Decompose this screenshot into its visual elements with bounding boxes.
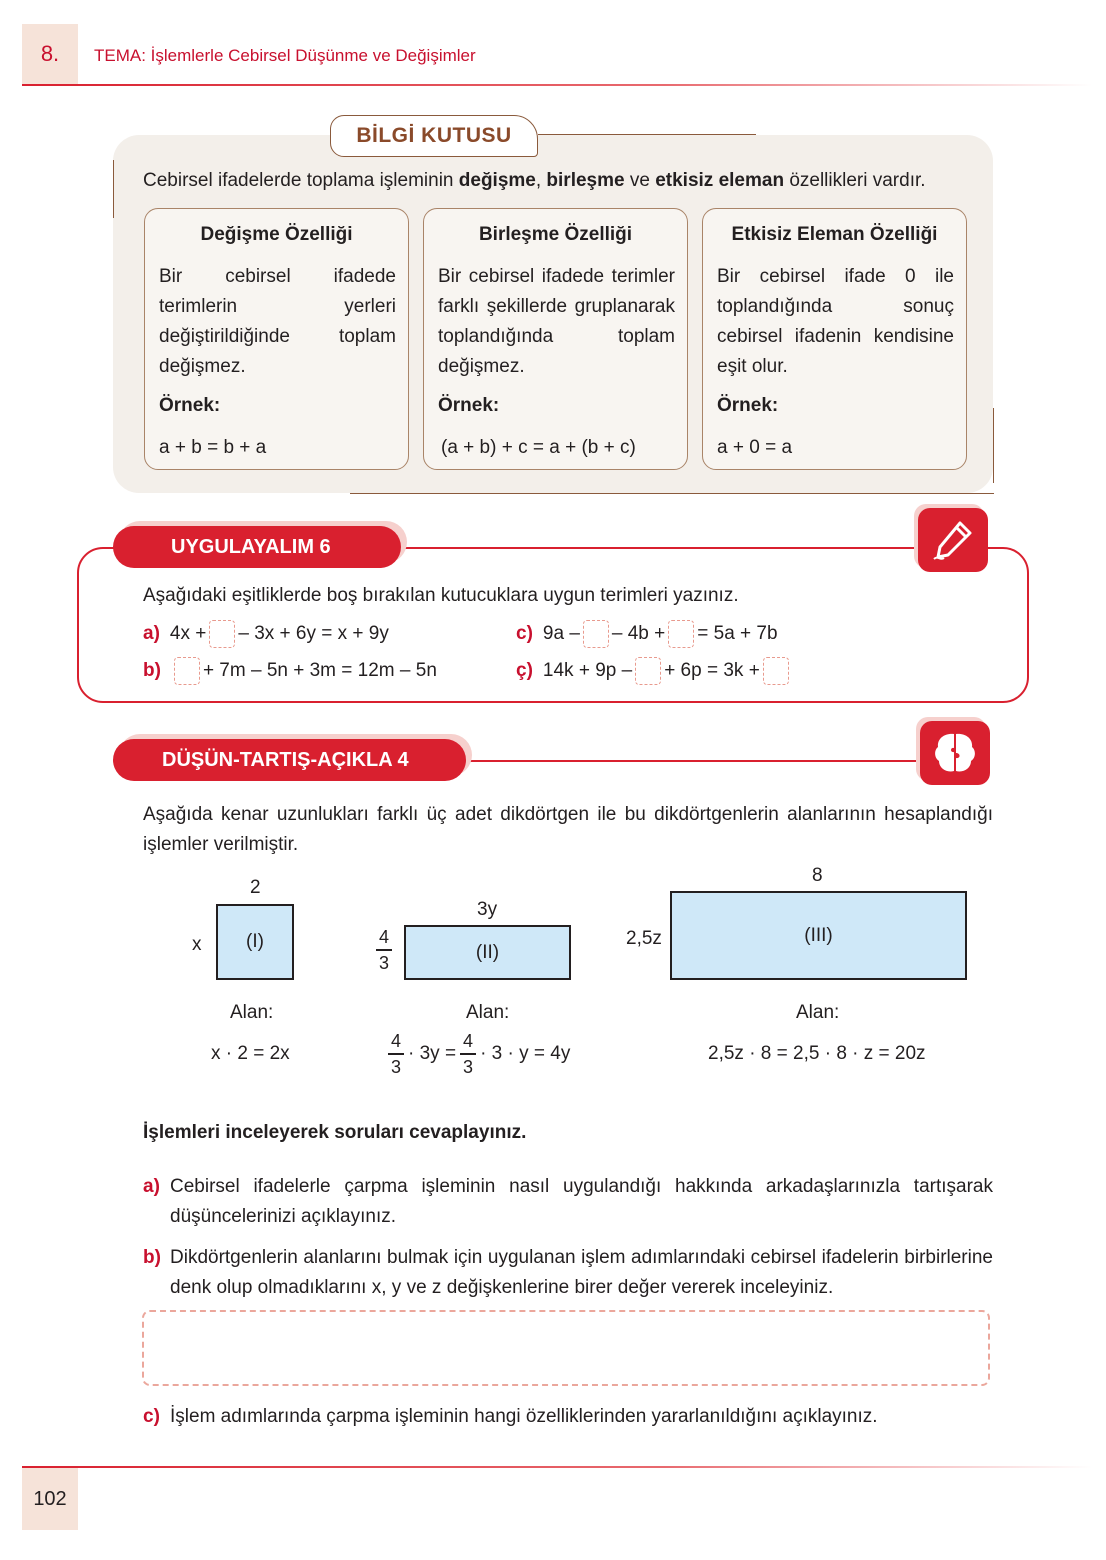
property-card-commutative — [144, 208, 409, 470]
rect-1-name: (I) — [246, 931, 264, 952]
question-text: Dikdörtgenlerin alanlarını bulmak için uygulanan işlem adımlarındaki cebirsel ifadelerin birbirlerine denk olup olmadıklarını x, y ve z değişkenlerine birer değer vererek inceleyiniz. — [170, 1247, 993, 1298]
card-example: a + 0 = a — [717, 437, 793, 458]
rect-2-formula: $\frac{4}{3}$ · 3y = $\frac{4}{3}$ · 3 · y = 4y — [388, 1031, 570, 1077]
property-card-associative — [423, 208, 688, 470]
section-divider — [466, 760, 918, 762]
card-title: Değişme Özelliği — [200, 224, 353, 245]
brain-puzzle-icon — [920, 721, 990, 785]
card-text: Bir cebirsel ifadede terimler farklı şekillerde gruplanarak toplandığında toplam değişmez. — [438, 266, 675, 377]
question-c — [143, 1402, 993, 1432]
question-b — [143, 1243, 993, 1303]
card-text: Bir cebirsel ifade 0 ile toplandığında sonuç cebirsel ifadenin kendisine eşit olur. — [717, 266, 954, 377]
exercise-instruction: Aşağıdaki eşitliklerde boş bırakılan kutucuklara uygun terimleri yazınız. — [143, 585, 739, 606]
answer-blank[interactable] — [174, 657, 200, 685]
card-example: a + b = b + a — [159, 437, 267, 458]
item-label: ç) — [516, 660, 533, 681]
info-box-frame-line — [993, 408, 994, 483]
equation-a: a) 4x + – 3x + 6y = x + 9y — [143, 620, 389, 648]
info-box-title: BİLGİ KUTUSU — [330, 115, 538, 157]
answer-blank[interactable] — [583, 620, 609, 648]
answer-blank[interactable] — [635, 657, 661, 685]
question-text: Cebirsel ifadelerle çarpma işleminin nasıl uygulandığı hakkında arkadaşlarınızla tartışarak düşüncelerinizi açıklayınız. — [170, 1176, 993, 1227]
question-a — [143, 1172, 993, 1232]
rect-2-top-label: 3y — [477, 899, 498, 920]
answer-blank[interactable] — [668, 620, 694, 648]
equation-b: b) + 7m – 5n + 3m = 12m – 5n — [143, 657, 437, 685]
card-example-label: Örnek: — [438, 395, 500, 416]
rect-1-area-label: Alan: — [230, 1002, 274, 1023]
card-example-label: Örnek: — [717, 395, 779, 416]
rect-1-formula: x · 2 = 2x — [211, 1043, 290, 1064]
item-label: c) — [516, 623, 533, 644]
page-number: 102 — [22, 1468, 78, 1530]
discussion-intro: Aşağıda kenar uzunlukları farklı üç adet dikdörtgen ile bu dikdörtgenlerin alanlarının hesaplandığı işlemler verilmiştir. — [143, 804, 993, 855]
equation-cc: ç) 14k + 9p – + 6p = 3k + — [516, 657, 792, 685]
rect-2-side-label: $\frac{4}{3}$ — [376, 927, 392, 973]
property-card-identity — [702, 208, 967, 470]
question-text: İşlem adımlarında çarpma işleminin hangi özelliklerinden yararlanıldığını açıklayınız. — [170, 1406, 878, 1427]
card-title: Etkisiz Eleman Özelliği — [731, 224, 938, 245]
question-label: c) — [143, 1406, 160, 1427]
rectangle-3 — [670, 891, 967, 980]
info-box-intro: Cebirsel ifadelerde toplama işleminin değişme, birleşme ve etkisiz eleman özellikleri vardır. — [143, 170, 926, 191]
item-label: b) — [143, 660, 161, 681]
info-box-frame-line — [538, 134, 756, 135]
rect-3-area-label: Alan: — [796, 1002, 840, 1023]
answer-area[interactable] — [142, 1310, 990, 1386]
equation-c: c) 9a – – 4b + = 5a + 7b — [516, 620, 778, 648]
rect-3-formula: 2,5z · 8 = 2,5 · 8 · z = 20z — [708, 1043, 926, 1064]
rect-3-name: (III) — [804, 924, 833, 946]
card-text: Bir cebirsel ifadede terimlerin yerleri değiştirildiğinde toplam değişmez. — [159, 266, 396, 377]
question-label: a) — [143, 1176, 160, 1197]
rectangle-2 — [404, 925, 571, 980]
rectangle-1 — [216, 904, 294, 980]
discussion-title: DÜŞÜN-TARTIŞ-AÇIKLA 4 — [113, 739, 466, 781]
rect-1-top-label: 2 — [250, 877, 261, 898]
theme-title: TEMA: İşlemlerle Cebirsel Düşünme ve Değişimler — [94, 46, 476, 65]
card-example: (a + b) + c = a + (b + c) — [441, 437, 636, 458]
header-divider — [22, 84, 1092, 86]
pencil-icon — [918, 508, 988, 572]
rect-1-side-label: x — [192, 934, 202, 955]
questions-title: İşlemleri inceleyerek soruları cevaplayınız. — [143, 1122, 527, 1143]
answer-blank[interactable] — [763, 657, 789, 685]
rect-2-area-label: Alan: — [466, 1002, 510, 1023]
rect-2-name: (II) — [475, 941, 500, 963]
question-label: b) — [143, 1247, 161, 1268]
info-box-frame-line — [350, 493, 994, 494]
exercise-title: UYGULAYALIM 6 — [113, 526, 401, 568]
info-box-frame-line — [113, 160, 114, 218]
item-label: a) — [143, 623, 160, 644]
answer-blank[interactable] — [209, 620, 235, 648]
footer-divider — [22, 1466, 1092, 1468]
card-example-label: Örnek: — [159, 395, 221, 416]
rect-3-side-label: 2,5z — [626, 928, 662, 949]
rect-3-top-label: 8 — [812, 865, 823, 886]
card-title: Birleşme Özelliği — [478, 224, 633, 245]
unit-number: 8. — [22, 24, 78, 84]
